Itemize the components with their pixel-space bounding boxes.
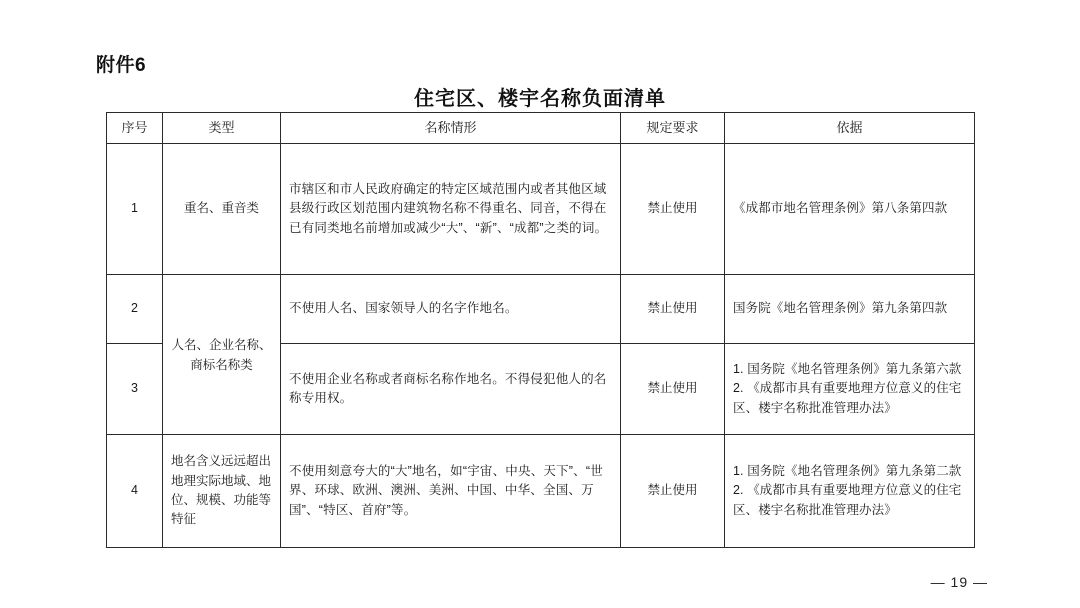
row-requirement: 禁止使用 bbox=[621, 144, 725, 275]
row-type-merged bbox=[163, 275, 281, 435]
page-number: — 19 — bbox=[930, 574, 988, 590]
row-basis: 国务院《地名管理条例》第九条第四款 bbox=[725, 275, 975, 344]
row-type: 重名、重音类 bbox=[163, 144, 281, 275]
row-requirement: 禁止使用 bbox=[621, 344, 725, 435]
row-basis bbox=[725, 435, 975, 548]
page-title: 住宅区、楼宇名称负面清单 bbox=[414, 88, 666, 110]
table-header-row bbox=[107, 113, 975, 144]
column-header-description: 名称情形 bbox=[281, 113, 621, 144]
row-type: 地名含义远远超出地理实际地域、地位、规模、功能等特征 bbox=[163, 435, 281, 548]
column-header-basis: 依据 bbox=[725, 113, 975, 144]
row-description: 不使用人名、国家领导人的名字作地名。 bbox=[281, 275, 621, 344]
table-row bbox=[107, 144, 975, 275]
table-row bbox=[107, 435, 975, 548]
negative-list-table bbox=[106, 112, 975, 548]
row-description: 市辖区和市人民政府确定的特定区域范围内或者其他区域县级行政区划范围内建筑物名称不得重名、同音，不得在已有同类地名前增加或减少“大”、“新”、“成都”之类的词。 bbox=[281, 144, 621, 275]
basis-list bbox=[733, 462, 966, 520]
row-number: 2 bbox=[107, 275, 163, 344]
row-requirement: 禁止使用 bbox=[621, 275, 725, 344]
basis-item: 1. 国务院《地名管理条例》第九条第二款 bbox=[733, 463, 962, 478]
column-header-requirement: 规定要求 bbox=[621, 113, 725, 144]
row-description: 不使用刻意夸大的“大”地名，如“宇宙、中央、天下”、“世界、环球、欧洲、澳洲、美洲、中国、中华、全国、万国”、“特区、首府”等。 bbox=[281, 435, 621, 548]
column-header-type: 类型 bbox=[163, 113, 281, 144]
basis-item: 2. 《成都市具有重要地理方位意义的住宅区、楼宇名称批准管理办法》 bbox=[733, 381, 962, 415]
column-header-no: 序号 bbox=[107, 113, 163, 144]
table-row bbox=[107, 275, 975, 344]
basis-item: 2. 《成都市具有重要地理方位意义的住宅区、楼宇名称批准管理办法》 bbox=[733, 483, 962, 517]
row-type-part-1: 人名、企业名称、 bbox=[171, 337, 272, 352]
attachment-label: 附件6 bbox=[96, 55, 147, 76]
row-number: 3 bbox=[107, 344, 163, 435]
basis-list bbox=[733, 360, 966, 418]
row-requirement: 禁止使用 bbox=[621, 435, 725, 548]
basis-item: 1. 国务院《地名管理条例》第九条第六款 bbox=[733, 361, 962, 376]
row-type-part-2: 商标名称类 bbox=[190, 357, 253, 372]
row-basis: 《成都市地名管理条例》第八条第四款 bbox=[725, 144, 975, 275]
row-number: 1 bbox=[107, 144, 163, 275]
row-number: 4 bbox=[107, 435, 163, 548]
row-description: 不使用企业名称或者商标名称作地名。不得侵犯他人的名称专用权。 bbox=[281, 344, 621, 435]
row-basis bbox=[725, 344, 975, 435]
